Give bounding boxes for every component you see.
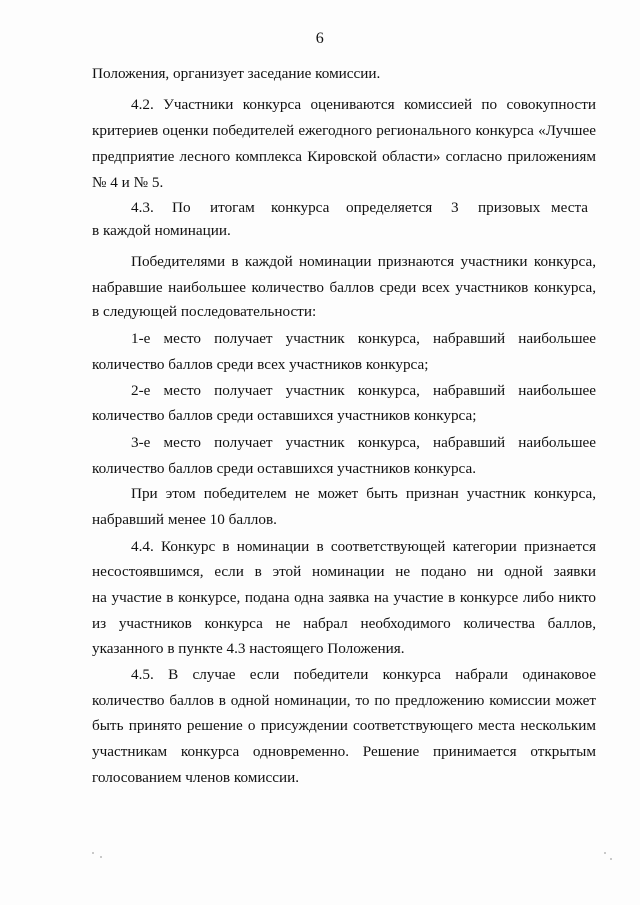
text-line: голосованием членов комиссии. [92,769,300,786]
text-line: участникам конкурса одновременно. Решение принимается открытым [92,743,596,760]
text-line: При этом победителем не может быть признан участник конкурса, [131,485,596,502]
text-line: набравшие наибольшее количество баллов среди всех участников конкурса, [92,279,596,296]
text-line: в каждой номинации. [92,222,231,239]
text-word: призовых [478,199,541,216]
text-line: количество баллов среди всех участников конкурса; [92,356,429,373]
text-line: на участие в конкурсе, подана одна заявка на участие в конкурсе либо никто [92,589,596,606]
text-line: количество баллов в одной номинации, то по предложению комиссии может [92,692,596,709]
scan-speck [610,858,612,860]
text-word: 3 [451,199,459,216]
text-line: набравший менее 10 баллов. [92,511,277,528]
scan-speck [100,856,102,858]
page-number: 6 [315,30,325,47]
text-line: из участников конкурса не набрал необходимого количества баллов, [92,615,596,632]
text-line: 3-е место получает участник конкурса, набравший наибольшее [131,434,596,451]
text-line: Положения, организует заседание комиссии. [92,65,381,82]
scan-speck [92,852,94,854]
text-line: 2-е место получает участник конкурса, набравший наибольшее [131,382,596,399]
text-word: итогам [210,199,255,216]
text-word: определяется [346,199,433,216]
text-word: По [172,199,191,216]
text-line: Победителями в каждой номинации признаются участники конкурса, [131,253,596,270]
text-line: указанного в пункте 4.3 настоящего Положения. [92,640,405,657]
text-line: 1-е место получает участник конкурса, набравший наибольшее [131,330,596,347]
text-word: конкурса [271,199,330,216]
text-line: быть принято решение о присуждении соответствующего места нескольким [92,717,596,734]
text-line: несостоявшимся, если в этой номинации не подано ни одной заявки [92,563,596,580]
text-line: в следующей последовательности: [92,303,317,320]
text-word: 4.3. [131,199,154,216]
text-line: № 4 и № 5. [92,174,164,191]
text-line: 4.5. В случае если победители конкурса набрали одинаковое [131,666,596,683]
text-line: 4.2. Участники конкурса оцениваются комиссией по совокупности [131,96,596,113]
scan-speck [604,852,606,854]
text-line: количество баллов среди оставшихся участников конкурса. [92,460,477,477]
text-word: места [551,199,589,216]
text-line: критериев оценки победителей ежегодного регионального конкурса «Лучшее [92,122,596,139]
text-line: 4.4. Конкурс в номинации в соответствующей категории признается [131,538,596,555]
text-line: предприятие лесного комплекса Кировской области» согласно приложениям [92,148,596,165]
text-line: количество баллов среди оставшихся участников конкурса; [92,407,477,424]
